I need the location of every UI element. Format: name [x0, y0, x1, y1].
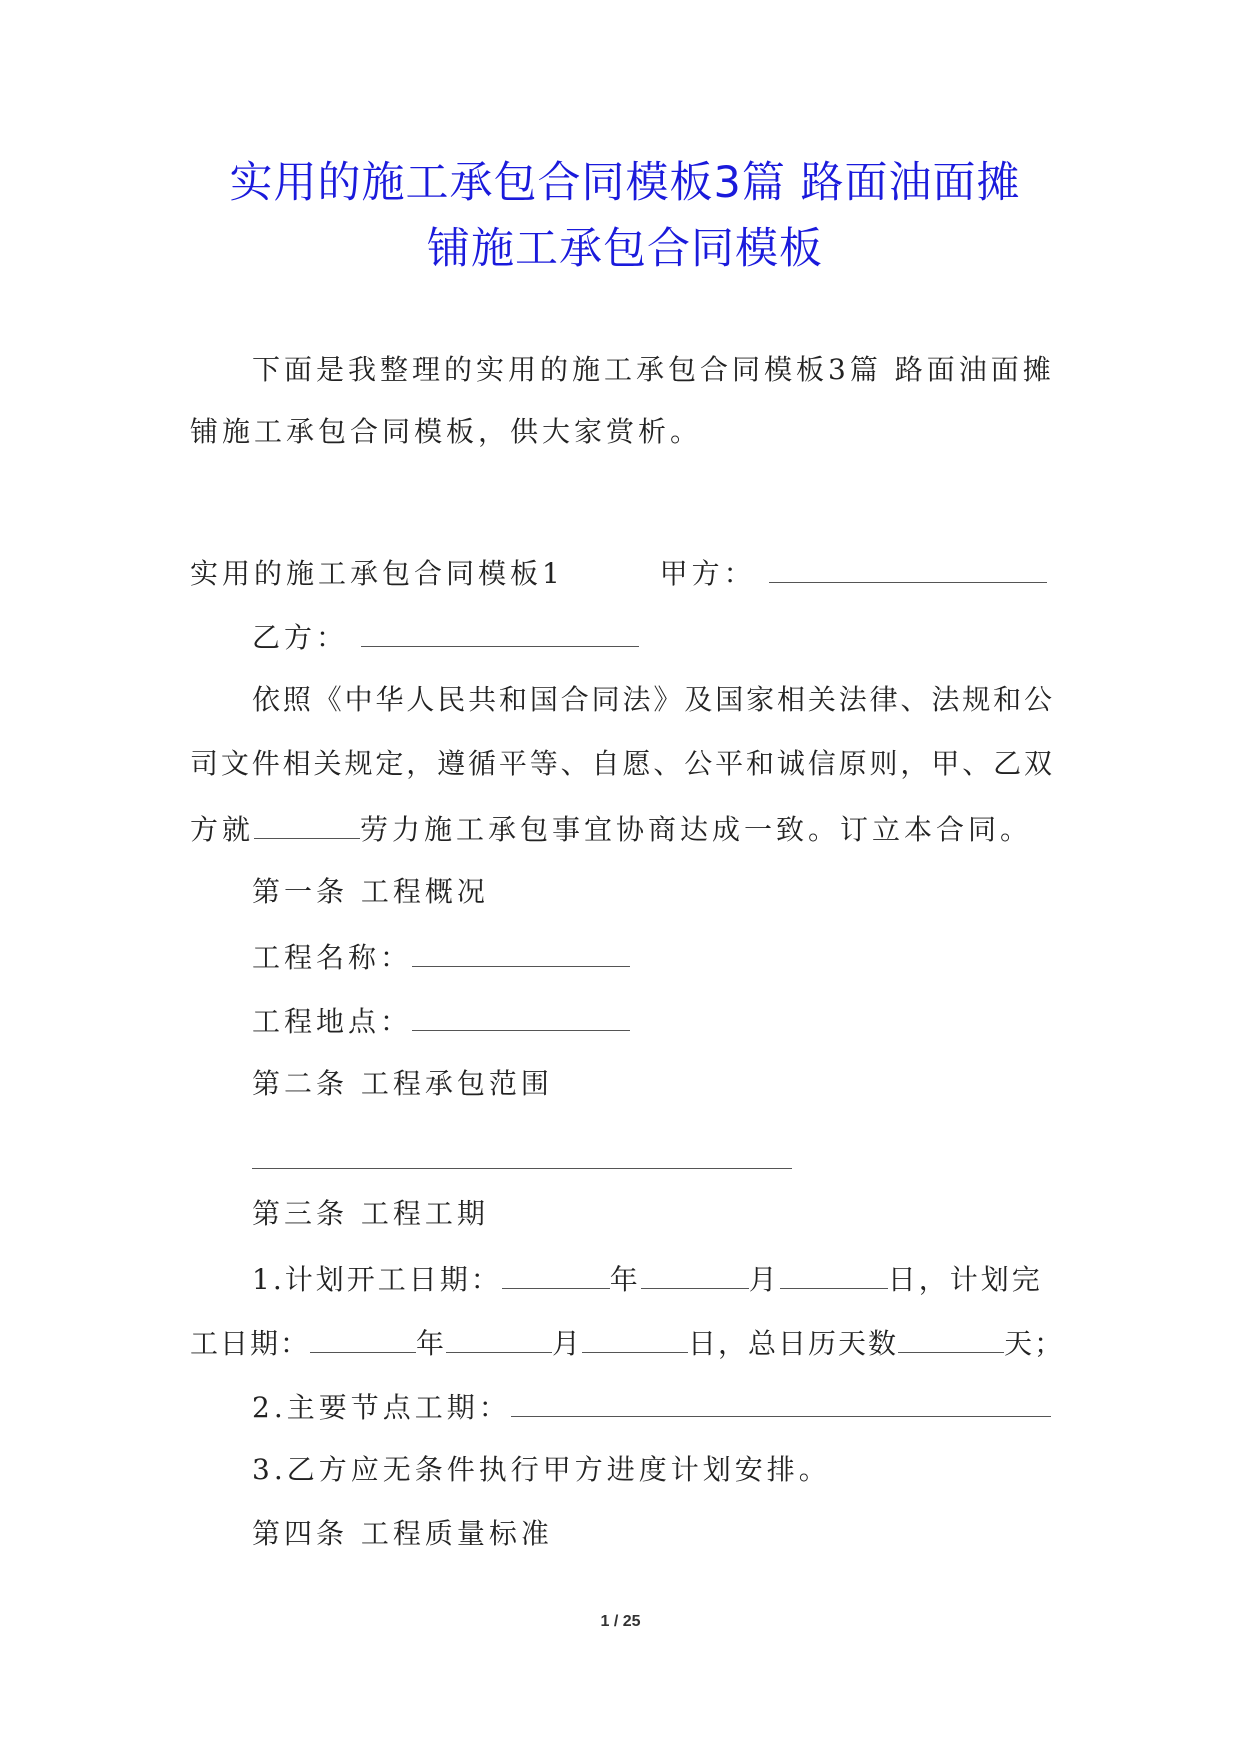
end-year-blank [310, 1322, 416, 1353]
article-3-heading: 第三条 工程工期 [252, 1197, 489, 1230]
project-name-blank [412, 936, 630, 967]
year-unit: 年 [609, 1263, 641, 1296]
plan-start-label: 1.计划开工日期： [252, 1263, 502, 1296]
end-month-blank [446, 1322, 552, 1353]
project-location-blank [412, 1000, 630, 1031]
start-year-blank [502, 1258, 610, 1289]
plan-end-row [190, 1322, 1064, 1364]
milestone-row [252, 1386, 1051, 1428]
intro-line-1: 下面是我整理的实用的施工承包合同模板3篇 路面油面摊 [252, 353, 1055, 386]
start-month-blank [641, 1258, 749, 1289]
day-unit: 日，计划完 [887, 1263, 1043, 1296]
article-2-heading: 第二条 工程承包范围 [252, 1067, 553, 1100]
basis-line-3 [190, 808, 1032, 850]
days-unit: 天； [1004, 1327, 1065, 1360]
party-a-blank [769, 552, 1047, 583]
basis-line-1: 依照《中华人民共和国合同法》及国家相关法律、法规和公 [252, 683, 1052, 716]
party-b-blank [361, 616, 639, 647]
section-1-heading: 实用的施工承包合同模板1 [190, 557, 564, 590]
party-b-row [252, 616, 639, 658]
item-3: 3.乙方应无条件执行甲方进度计划安排。 [252, 1453, 831, 1486]
article-4-heading: 第四条 工程质量标准 [252, 1517, 553, 1550]
total-days-blank [898, 1322, 1004, 1353]
basis-line-2: 司文件相关规定，遵循平等、自愿、公平和诚信原则，甲、乙双 [190, 747, 1052, 780]
total-days-label: 日，总日历天数 [688, 1327, 899, 1360]
title-line-2: 铺施工承包合同模板 [427, 224, 823, 274]
party-b-label: 乙方： [252, 621, 349, 654]
basis-line-3-start: 方就 [190, 813, 255, 846]
basis-line-3-end: 劳力施工承包事宜协商达成一致。订立本合同。 [360, 813, 1033, 846]
milestone-blank [511, 1386, 1051, 1417]
page-indicator: 1 / 25 [600, 1613, 641, 1630]
scope-blank-line [252, 1168, 792, 1169]
month-unit: 月 [552, 1327, 583, 1360]
month-unit: 月 [748, 1263, 780, 1296]
section-1-heading-row [190, 552, 1047, 594]
work-blank [254, 808, 360, 839]
start-day-blank [780, 1258, 888, 1289]
year-unit: 年 [416, 1327, 447, 1360]
document-title [190, 150, 1060, 282]
project-name-row [252, 936, 630, 978]
project-location-row [252, 1000, 630, 1042]
intro-line-2: 铺施工承包合同模板，供大家赏析。 [190, 415, 703, 448]
project-location-label: 工程地点： [252, 1005, 413, 1038]
plan-end-label: 工日期： [190, 1327, 311, 1360]
article-1-heading: 第一条 工程概况 [252, 875, 489, 908]
title-line-1: 实用的施工承包合同模板3篇 路面油面摊 [229, 158, 1021, 208]
end-day-blank [582, 1322, 688, 1353]
project-name-label: 工程名称： [252, 941, 413, 974]
party-a-label: 甲方： [659, 557, 756, 590]
milestone-label: 2.主要节点工期： [252, 1391, 511, 1424]
plan-start-row [252, 1258, 1043, 1300]
